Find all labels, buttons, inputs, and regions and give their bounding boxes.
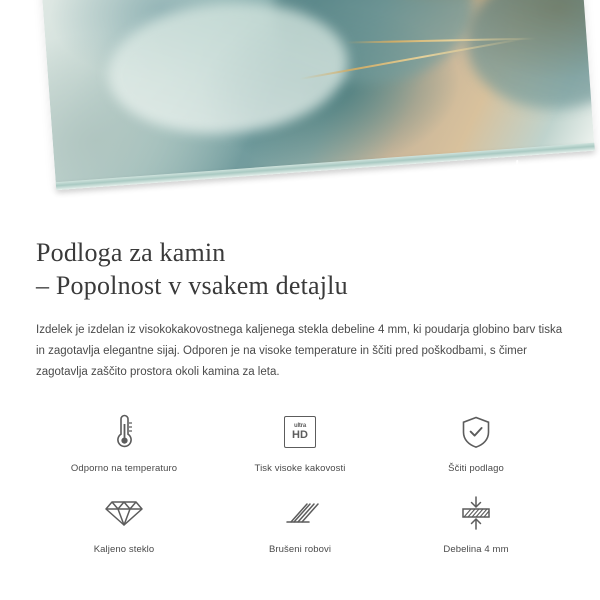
ultra-hd-icon <box>284 409 316 455</box>
feature-grid <box>36 409 564 555</box>
ultra-hd-badge-top: ultra <box>293 423 306 429</box>
feature-item-temperature-resistant <box>36 409 212 474</box>
ultra-hd-badge-bottom: HD <box>292 429 308 441</box>
feature-label: Brušeni robovi <box>268 544 332 555</box>
feature-item-print-quality <box>212 409 388 474</box>
shield-check-icon <box>458 409 494 455</box>
thermometer-icon <box>107 409 141 455</box>
feature-label: Odporno na temperaturo <box>70 463 178 474</box>
feature-item-thickness <box>388 490 564 555</box>
hero-image-inner <box>0 0 600 218</box>
feature-item-tempered-glass <box>36 490 212 555</box>
hero-image <box>0 0 600 218</box>
artwork-swirl-light <box>103 0 352 142</box>
feature-label: Ščiti podlago <box>448 463 504 474</box>
feature-label: Tisk visoke kakovosti <box>254 463 346 474</box>
page-title-line-2: – Popolnost v vsakem detajlu <box>36 271 348 300</box>
feature-label: Kaljeno steklo <box>93 544 155 555</box>
feature-item-surface-protection <box>388 409 564 474</box>
product-description: Izdelek je izdelan iz visokokakovostnega kaljenega stekla debeline 4 mm, ki poudarja globino barv tiska in zagotavlja elegantne sijaj. Odporen je na visoke temperature in ščiti pred poškodbami, s čimer zagotavlja zaščito prostora okoli kamina za leta. <box>36 324 563 378</box>
page-title <box>36 236 564 302</box>
feature-item-polished-edges <box>212 490 388 555</box>
artwork-swirl-dark-teal <box>462 0 595 116</box>
thickness-icon <box>457 490 495 536</box>
polished-edges-icon <box>281 490 319 536</box>
feature-label: Debelina 4 mm <box>443 544 509 555</box>
page-title-line-1: Podloga za kamin <box>36 238 226 267</box>
diamond-icon <box>104 490 144 536</box>
content-section <box>0 236 600 555</box>
